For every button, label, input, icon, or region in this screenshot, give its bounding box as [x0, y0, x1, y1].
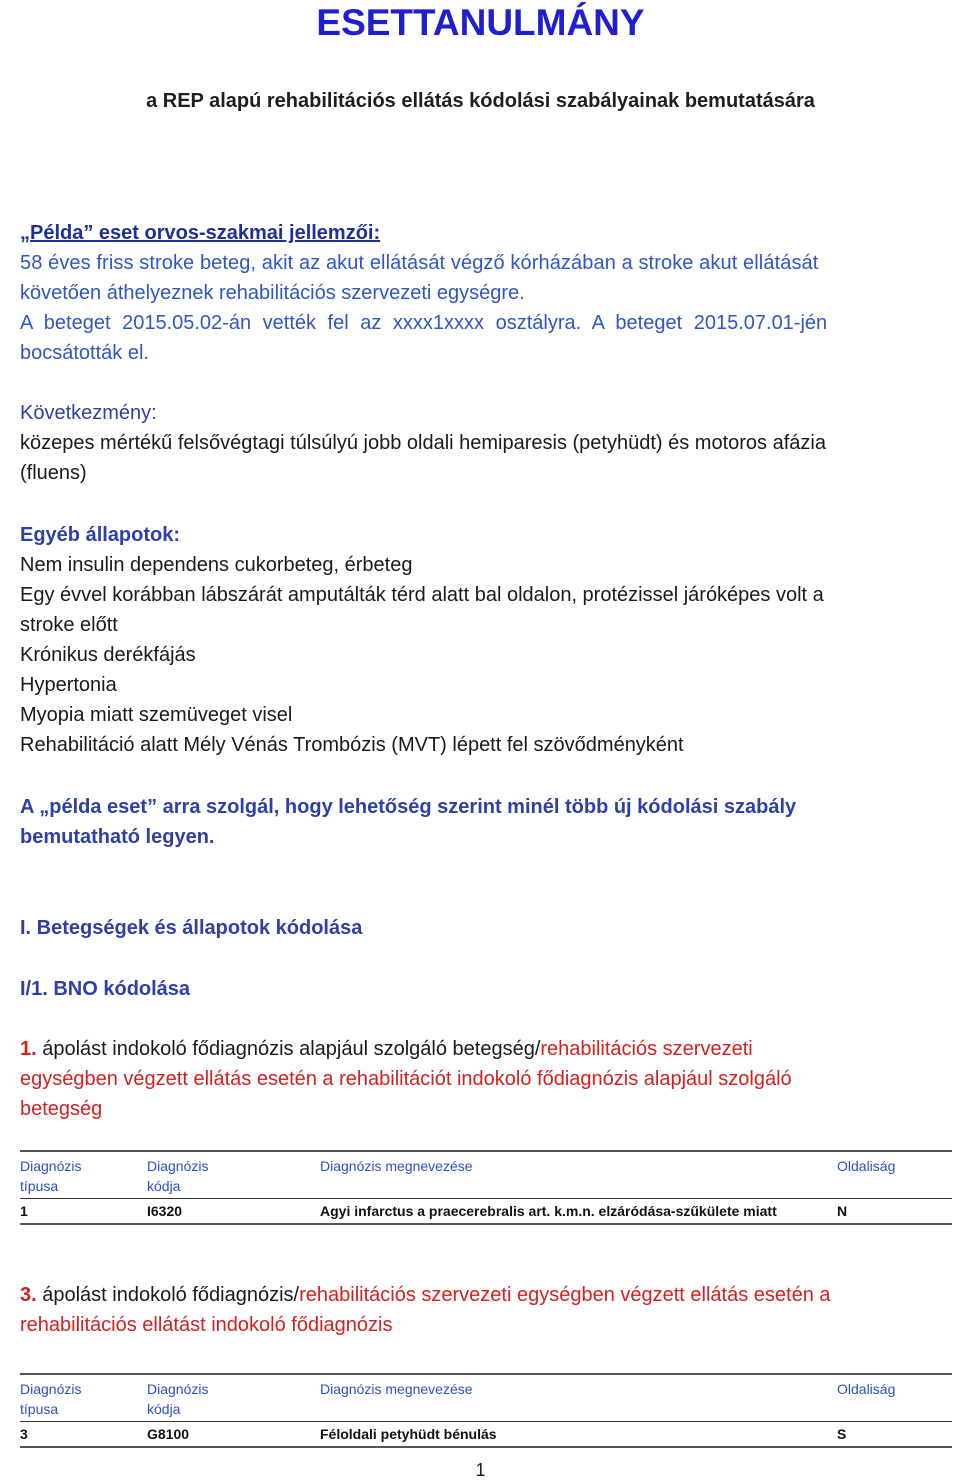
- example-line: bocsátották el.: [20, 342, 149, 364]
- item-text-red: egységben végzett ellátás esetén a rehabilitációt indokoló fődiagnózis alapjául szolgáló: [20, 1068, 792, 1090]
- item-text: ápolást indokoló fődiagnózis/: [36, 1284, 300, 1306]
- example-line: 58 éves friss stroke beteg, akit az akut ellátását végző kórházában a stroke akut ellátását: [20, 252, 819, 274]
- table-row: [20, 1422, 952, 1448]
- item-text-red: rehabilitációs szervezeti: [540, 1038, 753, 1060]
- table-row: [20, 1199, 952, 1225]
- other-conditions-heading: Egyéb állapotok:: [20, 524, 181, 546]
- page-number: 1: [475, 1460, 486, 1480]
- purpose-section: [20, 792, 941, 852]
- table-header-row: [20, 1374, 952, 1422]
- section-heading: I. Betegségek és állapotok kódolása: [20, 917, 363, 939]
- cell-name: Agyi infarctus a praecerebralis art. k.m.n. elzáródása-szűkülete miatt: [320, 1203, 777, 1219]
- header-side: Oldaliság: [837, 1158, 896, 1174]
- item-text-red: rehabilitációs szervezeti egységben végzett ellátás esetén a: [299, 1284, 831, 1306]
- example-heading: „Példa” eset orvos-szakmai jellemzői:: [20, 222, 381, 244]
- item-number: 1.: [20, 1038, 37, 1060]
- cell-side: N: [837, 1203, 848, 1219]
- condition-item: Myopia miatt szemüveget visel: [20, 704, 293, 726]
- condition-item: Hypertonia: [20, 674, 117, 696]
- condition-item: Egy évvel korábban lábszárát amputálták térd alatt bal oldalon, protézissel járóképes volt a: [20, 584, 824, 606]
- example-section: [20, 218, 941, 368]
- diagnosis-table-2: [20, 1373, 952, 1448]
- purpose-line: A „példa eset” arra szolgál, hogy lehetőség szerint minél több új kódolási szabály: [20, 796, 797, 818]
- purpose-line: bemutatható legyen.: [20, 826, 215, 848]
- cell-code: I6320: [147, 1203, 183, 1219]
- header-diagnosis-type: Diagnózis típusa: [20, 1158, 82, 1194]
- cell-side: S: [837, 1426, 847, 1442]
- header-side: Oldaliság: [837, 1381, 896, 1397]
- page-subtitle: a REP alapú rehabilitációs ellátás kódolási szabályainak bemutatására: [146, 90, 815, 112]
- cell-type: 3: [20, 1426, 28, 1442]
- cell-code: G8100: [147, 1426, 190, 1442]
- other-conditions-section: [20, 520, 941, 760]
- page-title: ESETTANULMÁNY: [316, 2, 645, 43]
- cell-name: Féloldali petyhüdt bénulás: [320, 1426, 497, 1442]
- condition-item: Nem insulin dependens cukorbeteg, érbeteg: [20, 554, 413, 576]
- table-header-row: [20, 1151, 952, 1199]
- header-diagnosis-name: Diagnózis megnevezése: [320, 1158, 473, 1174]
- item-1-description: [20, 1034, 941, 1124]
- subsection-heading: I/1. BNO kódolása: [20, 978, 191, 1000]
- example-line: A beteget 2015.05.02-án vették fel az xxxx1xxxx osztályra. A beteget 2015.07.01-jén: [20, 312, 828, 334]
- diagnosis-table-1: [20, 1150, 952, 1225]
- cell-type: 1: [20, 1203, 28, 1219]
- item-3-description: [20, 1280, 941, 1340]
- example-line: követően áthelyeznek rehabilitációs szervezeti egységre.: [20, 282, 525, 304]
- item-text-red: betegség: [20, 1098, 103, 1120]
- header-diagnosis-type: Diagnózis típusa: [20, 1381, 82, 1417]
- header-diagnosis-code: Diagnózis kódja: [147, 1158, 209, 1194]
- header-diagnosis-code: Diagnózis kódja: [147, 1381, 209, 1417]
- consequence-section: [20, 398, 941, 488]
- condition-item: Rehabilitáció alatt Mély Vénás Trombózis (MVT) lépett fel szövődményként: [20, 734, 684, 756]
- header-diagnosis-name: Diagnózis megnevezése: [320, 1381, 473, 1397]
- consequence-line: (fluens): [20, 462, 87, 484]
- item-text: ápolást indokoló fődiagnózis alapjául szolgáló betegség/: [36, 1038, 541, 1060]
- condition-item: stroke előtt: [20, 614, 118, 636]
- consequence-line: közepes mértékű felsővégtagi túlsúlyú jobb oldali hemiparesis (petyhüdt) és motoros afázia: [20, 432, 826, 454]
- condition-item: Krónikus derékfájás: [20, 644, 196, 666]
- item-text-red: rehabilitációs ellátást indokoló fődiagnózis: [20, 1314, 393, 1336]
- consequence-heading: Következmény:: [20, 402, 157, 424]
- item-number: 3.: [20, 1284, 37, 1306]
